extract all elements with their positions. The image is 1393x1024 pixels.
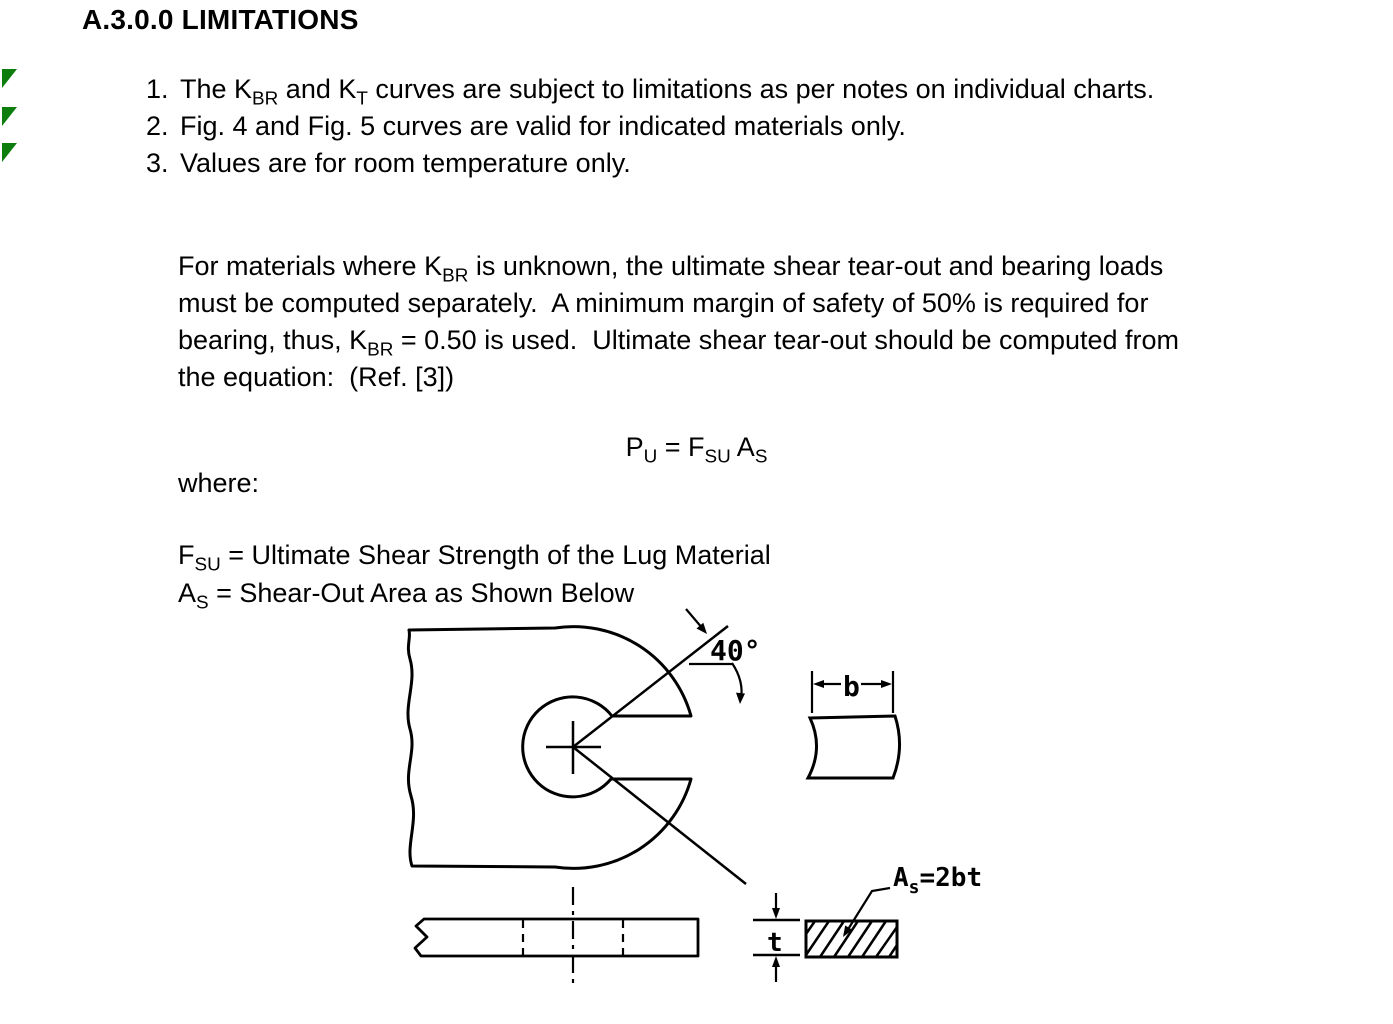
list-item-number: 2. [146,111,169,141]
paragraph-line: For materials where $K_{BR}$ is unknown, the ultimate shear tear-out and bearing loads [178,251,1164,287]
width-arrowhead-right-icon [881,680,892,688]
shear-plane-upper-line [573,626,728,747]
revision-triangle [2,69,17,88]
paragraph-line: the equation: (Ref. [3]) [178,362,455,392]
equation: $P_U = F_{SU}$ $A_S$ [625,432,768,468]
shear-plane-lower-line [573,747,746,884]
list-item [146,108,1154,145]
revision-marker-icon [2,107,18,127]
revision-triangle [2,143,17,162]
shear-plug-shape [808,716,900,778]
revision-triangle [2,107,17,126]
thickness-arrowhead-top-icon [772,908,780,919]
paragraph-line: bearing, thus, $K_{BR} = 0.50$ is used. Ultimate shear tear-out should be computed from [178,325,1180,361]
list-item [146,145,1154,182]
list-item-text: Values are for room temperature only. [180,148,631,178]
list-item-text: The $K_{BR}$ and $K_T$ curves are subject to limitations as per notes on individual charts. [180,74,1155,110]
list-item-text: Fig. 4 and Fig. 5 curves are valid for indicated materials only. [180,111,906,141]
list-item-number: 1. [146,74,169,104]
angle-label: 40° [710,634,761,667]
shear-area-diagram [390,595,1010,1024]
where-label: where: [178,468,260,498]
page-title: A.3.0.0 LIMITATIONS [82,4,359,35]
paragraph-line: must be computed separately. A minimum margin of safety of 50% is required for [178,288,1149,318]
revision-marker-icon [2,69,18,89]
revision-marker-icon [2,143,18,163]
list-item-number: 3. [146,148,169,178]
hatch-lines [806,921,897,957]
area-formula-label: $A_s=2bt$ [893,863,983,898]
limitations-list [146,71,1154,182]
definition-as: $A_S$ = Shear-Out Area as Shown Below [178,578,635,614]
width-arrowhead-left-icon [813,680,824,688]
definition-fsu: $F_{SU}$ = Ultimate Shear Strength of the Lug Material [178,540,771,576]
body-paragraph [178,248,1179,396]
thickness-label: t [767,928,783,958]
width-label: b [843,670,860,703]
angle-arc-arrowhead-icon [736,693,745,704]
lug-side-view-outline [415,919,698,956]
list-item [146,71,1154,108]
